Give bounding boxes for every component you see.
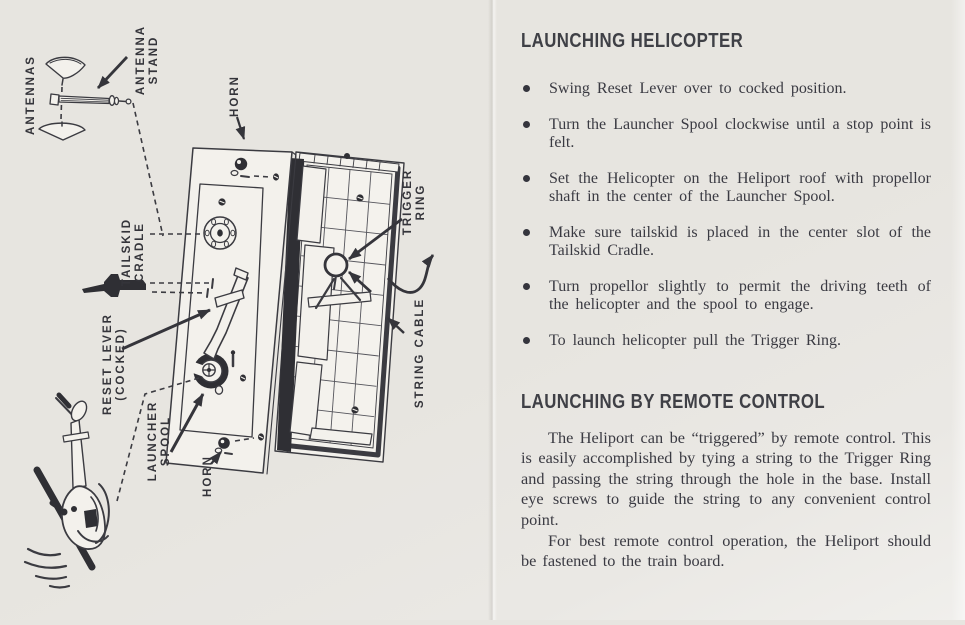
bullet-icon — [523, 337, 530, 344]
screw-bottom — [258, 433, 264, 440]
slot-tick-lower — [207, 289, 208, 297]
launch-steps-list — [521, 80, 931, 350]
section-title-remote: LAUNCHING BY REMOTE CONTROL — [521, 391, 826, 413]
launch-step-6 — [521, 332, 931, 351]
launch-step-text: Turn the Launcher Spool clockwise until a stop point is felt. — [549, 115, 931, 151]
label-string-cable: STRING CABLE — [414, 297, 426, 409]
label-trigger-ring-1: TRIGGER — [402, 168, 414, 236]
bullet-icon — [523, 175, 530, 182]
section-title-launching: LAUNCHING HELICOPTER — [521, 30, 744, 52]
stabilizer — [63, 432, 89, 442]
antenna-align-dash — [61, 87, 62, 119]
dash-antenna-stand — [133, 103, 163, 236]
bullet-icon — [523, 85, 530, 92]
heliport-roof-assembly — [275, 152, 404, 462]
launch-step-text: Set the Helicopter on the Heliport roof with propellor shaft in the center of the Launcher Spool. — [549, 169, 931, 205]
roof-screw-upper — [356, 194, 363, 201]
bullet-icon — [523, 283, 530, 290]
screw-plate — [218, 198, 225, 205]
slot-tick-upper — [212, 279, 213, 288]
label-reset-lever-2: (COCKED) — [115, 327, 127, 401]
label-launcher-spool-1: LAUNCHER — [147, 400, 159, 482]
antenna-dish-upper — [46, 57, 85, 78]
label-launcher-spool-2: SPOOL — [160, 415, 172, 467]
dash-tailskid-lower — [152, 292, 205, 293]
helicopter — [25, 395, 109, 588]
arrow-antenna-stand — [98, 57, 127, 88]
antennas-assembly — [39, 57, 131, 140]
remote-paragraph-2: For best remote control operation, the Heliport should be fastened to the train board. — [521, 531, 931, 571]
remote-paragraph-1: The Heliport can be “triggered” by remote control. This is easily accomplished by tying a string to the Trigger Ring and passing the string through the hole in the base. Install eye screws to guide the string to any convenient control point. — [521, 428, 931, 529]
launch-step-text: To launch helicopter pull the Trigger Ring. — [549, 331, 841, 349]
label-trigger-ring-2: RING — [415, 183, 427, 221]
launch-step-3 — [521, 170, 931, 207]
label-tailskid-cradle-1: TAILSKID — [121, 217, 133, 287]
antenna-stand-shape — [50, 94, 131, 105]
bullet-icon — [523, 229, 530, 236]
bullet-icon — [523, 121, 530, 128]
screw-spool-right — [240, 375, 246, 382]
label-antenna-stand-1: ANTENNA — [135, 24, 147, 96]
rotor-hub — [61, 509, 68, 516]
label-horn-bottom: HORN — [202, 455, 214, 497]
launch-step-1 — [521, 80, 931, 99]
launch-step-text: Make sure tailskid is placed in the center slot of the Tailskid Cradle. — [549, 223, 931, 259]
tailskid-cradle-shape — [204, 217, 236, 249]
page-fold — [488, 0, 497, 620]
label-antenna-stand-2: STAND — [148, 35, 160, 85]
label-tailskid-cradle-2: CRADLE — [134, 222, 146, 282]
arrow-horn-top — [237, 117, 244, 139]
instructions-panel — [521, 30, 931, 572]
roof-screw-lower — [351, 406, 358, 413]
page-edge — [951, 0, 965, 620]
label-horn-top: HORN — [229, 75, 241, 117]
screw-top — [273, 173, 279, 180]
launch-step-text: Swing Reset Lever over to cocked position. — [549, 80, 847, 97]
label-antennas: ANTENNAS — [25, 55, 37, 135]
tail-boom — [71, 420, 86, 488]
label-reset-lever-1: RESET LEVER — [102, 313, 114, 415]
launch-step-2 — [521, 116, 931, 153]
launch-step-5 — [521, 278, 931, 315]
roof-top-screw — [344, 153, 350, 159]
trigger-ring-shape — [325, 254, 347, 276]
launch-step-text: Turn propellor slightly to permit the driving teeth of the helicopter and the spool to engage. — [549, 277, 931, 313]
motion-lines — [25, 549, 69, 588]
cabin-window — [84, 509, 98, 528]
launch-step-4 — [521, 224, 931, 261]
